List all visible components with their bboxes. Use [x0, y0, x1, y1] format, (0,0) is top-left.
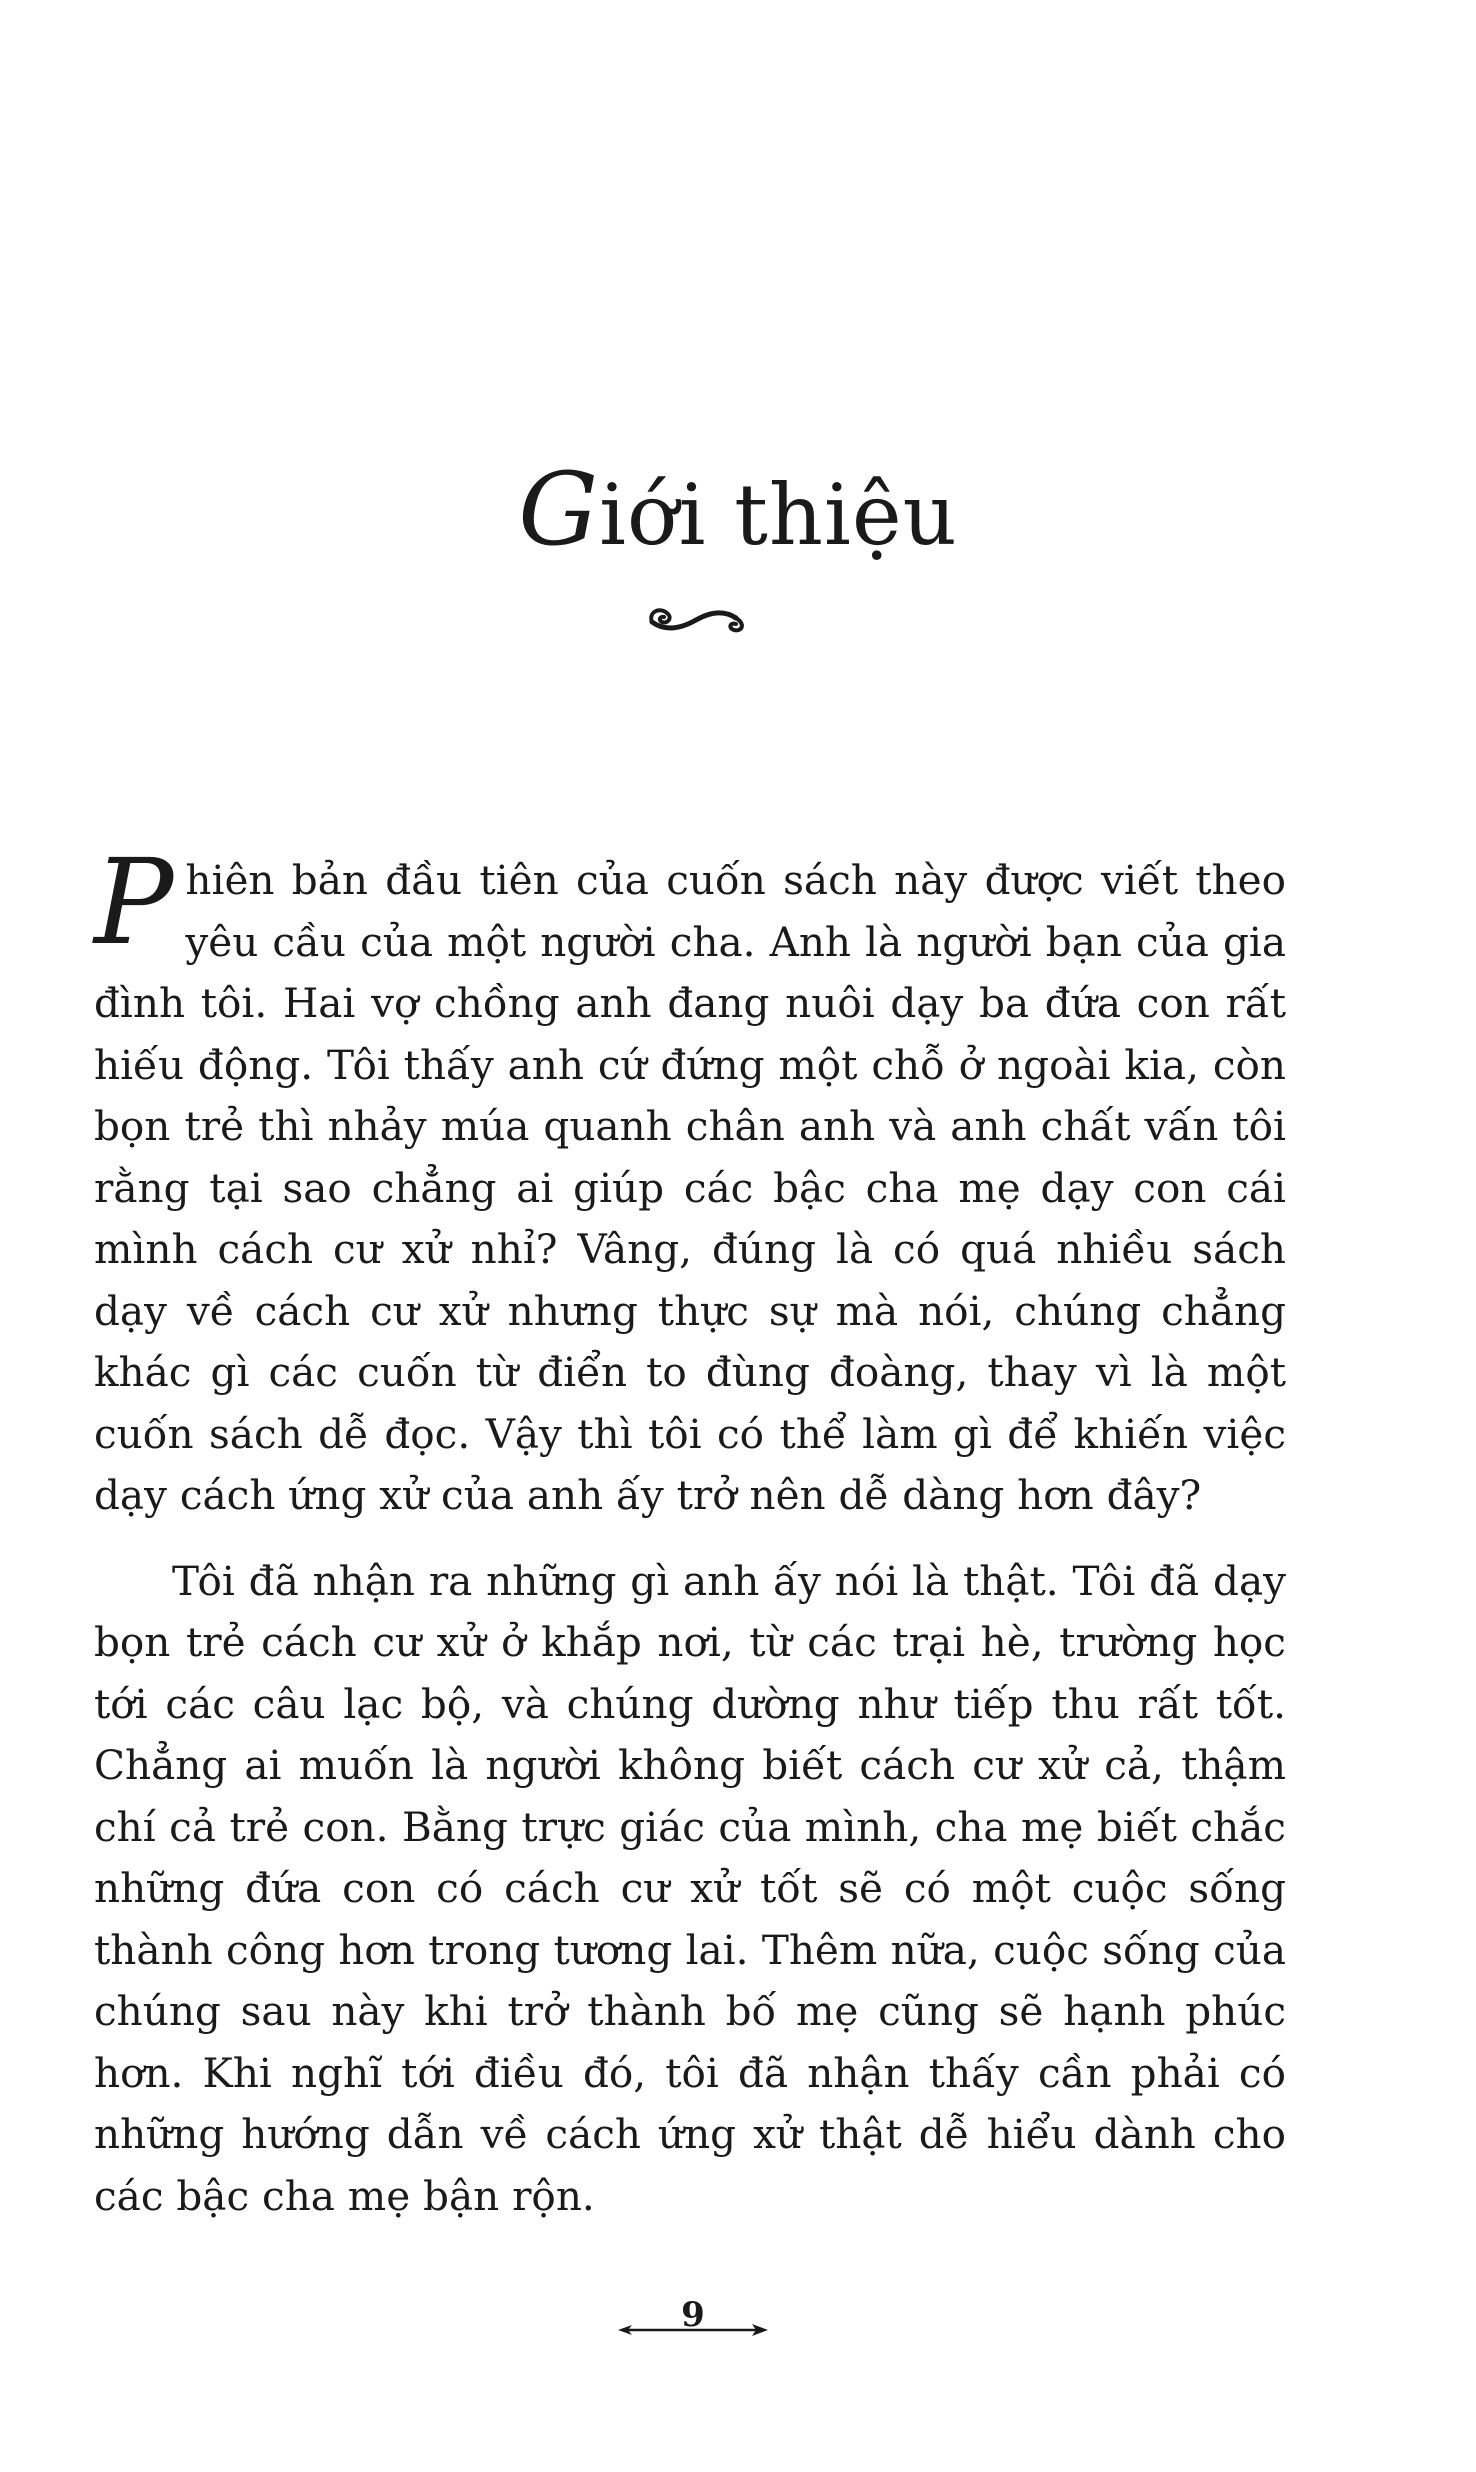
page-number: 9 [681, 2295, 705, 2335]
drop-cap: P [94, 833, 174, 971]
chapter-heading [0, 451, 1476, 568]
chapter-title [518, 451, 958, 568]
chapter-title-initial: G [518, 451, 600, 568]
page-footer [618, 2295, 768, 2344]
chapter-body [94, 833, 1286, 2227]
swirl-ornament-icon [638, 598, 758, 638]
paragraph-1 [94, 833, 1286, 1527]
paragraph-2: Tôi đã nhận ra những gì anh ấy nói là thật. Tôi đã dạy bọn trẻ cách cư xử ở khắp nơi, từ các trại hè, trường học tới các câu lạc bộ, và chúng dường như tiếp thu rất tốt. Chẳng ai muốn là người không biết cách cư xử cả, thậm chí cả trẻ con. Bằng trực giác của mình, cha mẹ biết chắc những đứa con có cách cư xử tốt sẽ có một cuộc sống thành công hơn trong tương lai. Thêm nữa, cuộc sống của chúng sau này khi trở thành bố mẹ cũng sẽ hạnh phúc hơn. Khi nghĩ tới điều đó, tôi đã nhận thấy cần phải có những hướng dẫn về cách ứng xử thật dễ hiểu dành cho các bậc cha mẹ bận rộn. [94, 1556, 1286, 2220]
chapter-title-rest: iới thiệu [599, 466, 958, 564]
paragraph-1-text: hiên bản đầu tiên của cuốn sách này được viết theo yêu cầu của một người cha. Anh là người bạn của gia đình tôi. Hai vợ chồng anh đang nuôi dạy ba đứa con rất hiếu động. Tôi thấy anh cứ đứng một chỗ ở ngoài kia, còn bọn trẻ thì nhảy múa quanh chân anh và anh chất vấn tôi rằng tại sao chẳng ai giúp các bậc cha mẹ dạy con cái mình cách cư xử nhỉ? Vâng, đúng là có quá nhiều sách dạy về cách cư xử nhưng thực sự mà nói, chúng chẳng khác gì các cuốn từ điển to đùng đoàng, thay vì là một cuốn sách dễ đọc. Vậy thì tôi có thể làm gì để khiến việc dạy cách ứng xử của anh ấy trở nên dễ dàng hơn đây? [94, 856, 1286, 1519]
